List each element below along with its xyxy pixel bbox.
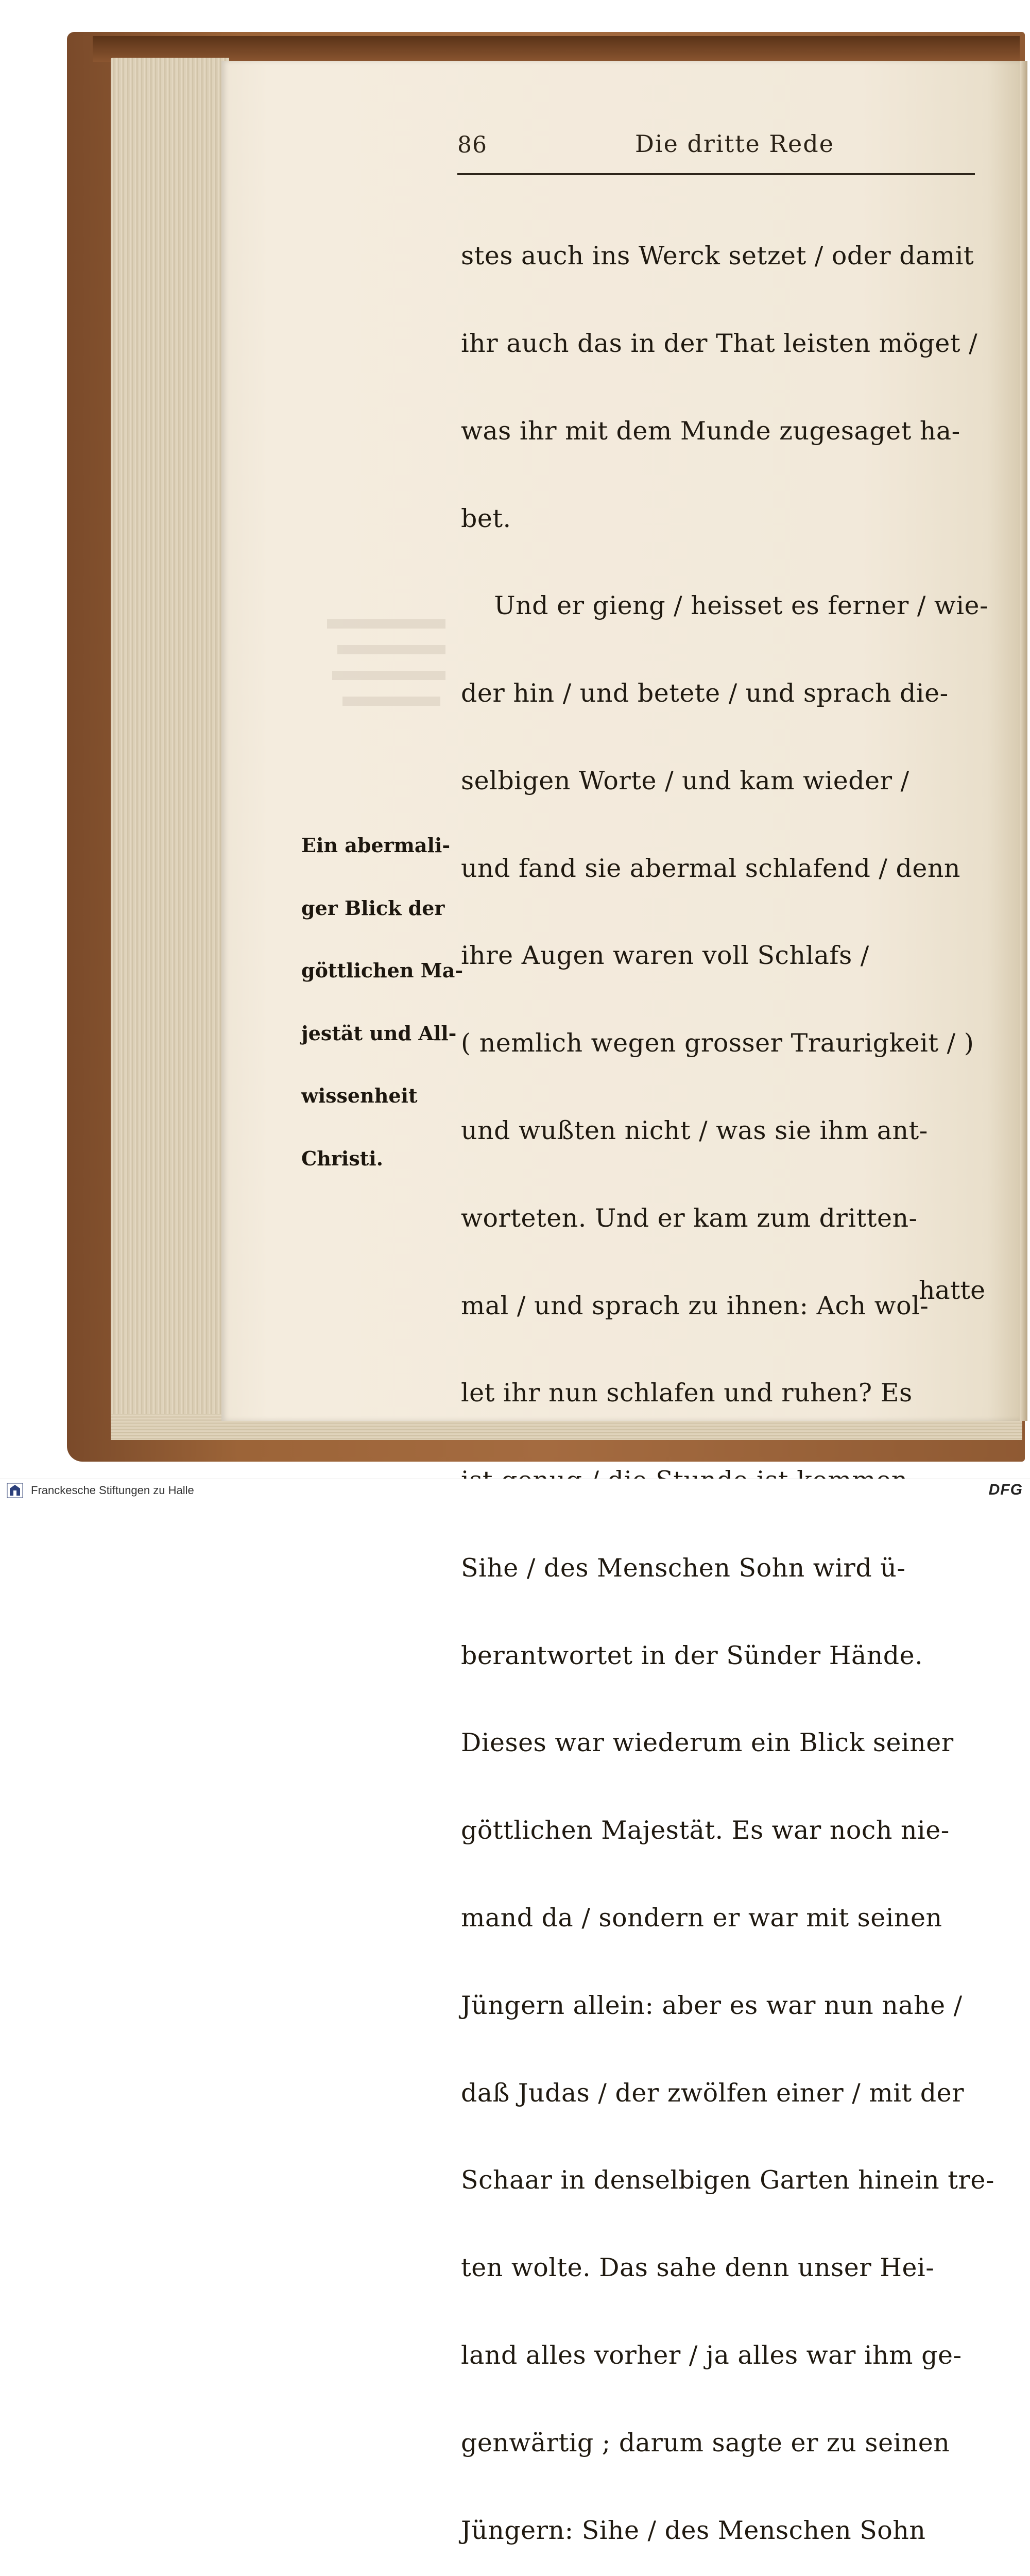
body-line: und fand sie abermal schlafend / denn xyxy=(461,853,960,883)
catchword: hatte xyxy=(919,1276,986,1305)
page-header xyxy=(457,129,975,165)
page-block-edges xyxy=(111,58,229,1438)
book-cover-top-edge xyxy=(93,36,1020,62)
marginal-note xyxy=(301,793,466,1190)
page-number: 86 xyxy=(457,132,487,158)
running-head: Die dritte Rede xyxy=(635,130,834,158)
body-line: göttlichen Majestät. Es war noch nie- xyxy=(461,1816,950,1845)
marginal-line: göttlichen Ma- xyxy=(301,959,464,982)
body-line: selbigen Worte / und kam wieder / xyxy=(461,766,909,795)
marginal-line: jestät und All- xyxy=(301,1021,457,1045)
body-line: let ihr nun schlafen und ruhen? Es xyxy=(461,1378,913,1408)
marginal-line: ger Blick der xyxy=(301,896,445,920)
body-line: Schaar in denselbigen Garten hinein tre- xyxy=(461,2165,994,2195)
body-line: worteten. Und er kam zum dritten- xyxy=(461,1203,918,1233)
body-line: ten wolte. Das sahe denn unser Hei- xyxy=(461,2253,935,2283)
body-line: mand da / sondern er war mit seinen xyxy=(461,1903,942,1933)
dfg-logo: DFG xyxy=(988,1481,1023,1498)
body-line: Dieses war wiederum ein Blick seiner xyxy=(461,1728,954,1758)
body-line: ihre Augen waren voll Schlafs / xyxy=(461,941,869,971)
body-text xyxy=(461,183,994,2576)
marginal-line: Christi. xyxy=(301,1146,383,1170)
marginal-line: Ein abermali- xyxy=(301,834,451,857)
institution-name: Franckesche Stiftungen zu Halle xyxy=(31,1484,194,1497)
body-line: Jüngern allein: aber es war nun nahe / xyxy=(461,1990,963,2020)
body-line: berantwortet in der Sünder Hände. xyxy=(461,1640,923,1670)
body-line: bet. xyxy=(461,503,511,533)
body-line: ihr auch das in der That leisten möget / xyxy=(461,328,978,358)
bleed-through-marks xyxy=(309,592,443,706)
body-line: was ihr mit dem Munde zugesaget ha- xyxy=(461,416,960,446)
body-line: Und er gieng / heisset es ferner / wie- xyxy=(461,591,989,621)
body-line: genwärtig ; darum sagte er zu seinen xyxy=(461,2428,950,2458)
body-line: land alles vorher / ja alles war ihm ge- xyxy=(461,2340,962,2370)
institution-crest-icon xyxy=(3,1482,27,1499)
body-line: stes auch ins Werck setzet / oder damit xyxy=(461,241,974,271)
header-rule xyxy=(457,173,975,175)
body-line: der hin / und betete / und sprach die- xyxy=(461,679,949,708)
body-line: ( nemlich wegen grosser Traurigkeit / ) xyxy=(461,1028,974,1058)
footer-bar xyxy=(0,1479,1030,1501)
body-line: daß Judas / der zwölfen einer / mit der xyxy=(461,2078,965,2108)
body-line: Sihe / des Menschen Sohn wird ü- xyxy=(461,1553,906,1583)
body-line: mal / und sprach zu ihnen: Ach wol- xyxy=(461,1291,929,1320)
body-line: Jüngern: Sihe / des Menschen Sohn xyxy=(461,2515,926,2545)
marginal-line: wissenheit xyxy=(301,1084,418,1107)
bleed-through-shapes xyxy=(322,614,456,727)
body-line: und wußten nicht / was sie ihm ant- xyxy=(461,1116,928,1145)
